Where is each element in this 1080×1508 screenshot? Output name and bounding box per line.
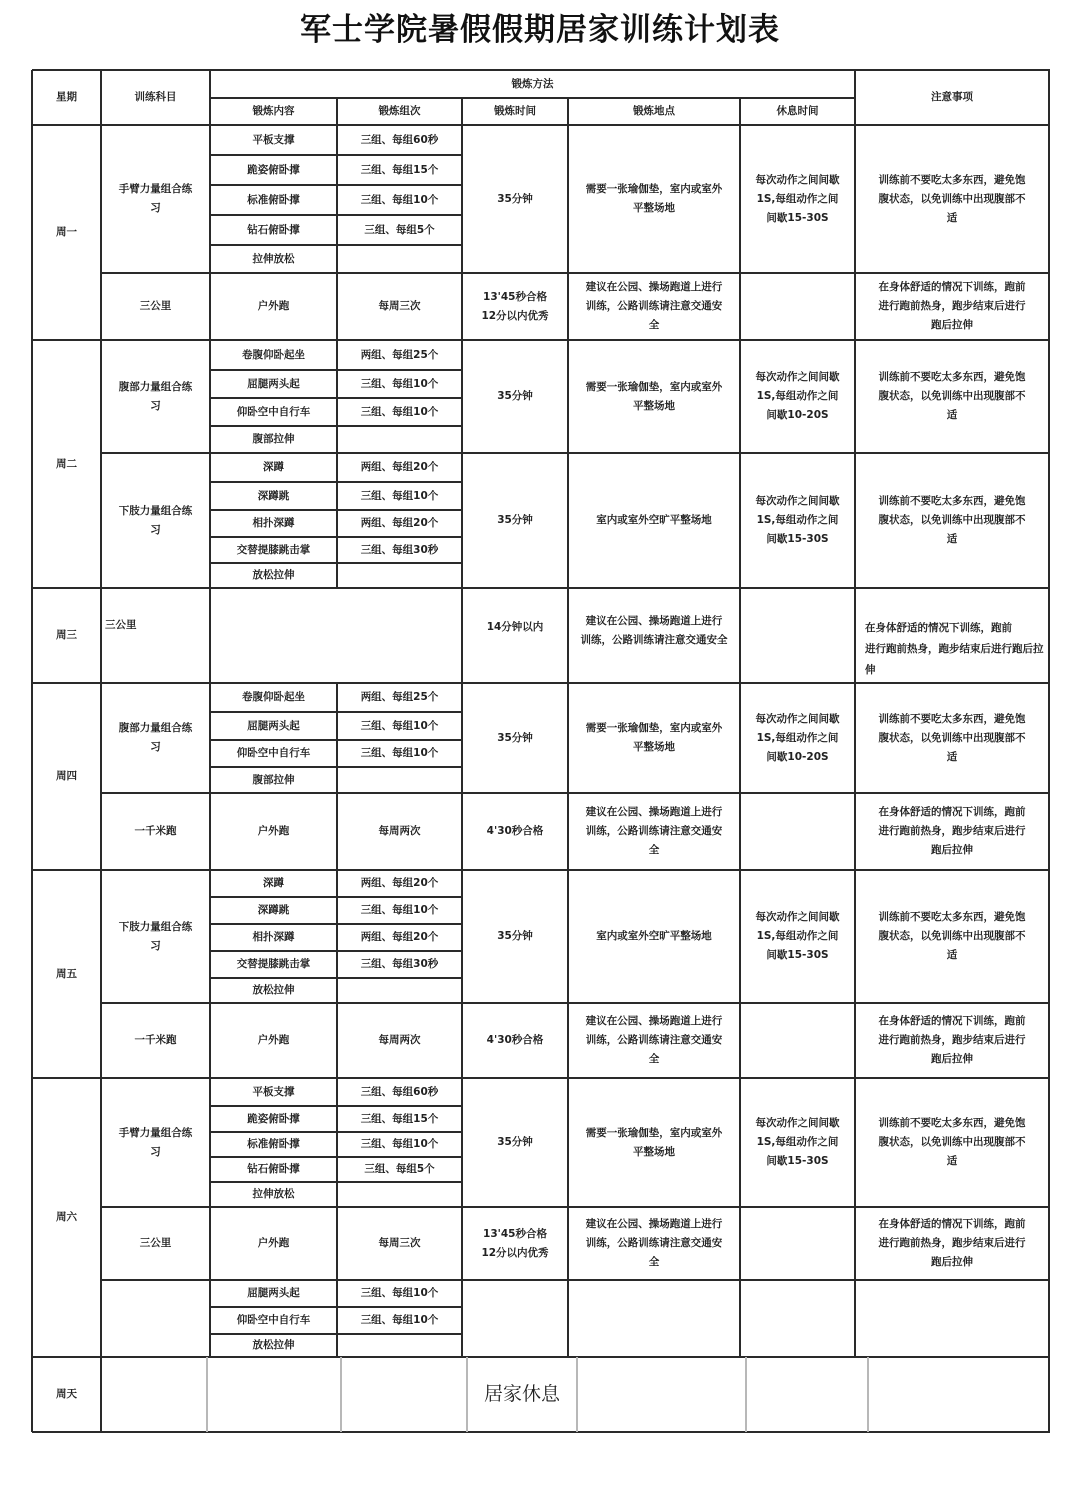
location-cell: 室内或室外空旷平整场地 (596, 930, 712, 942)
grid-line (461, 1078, 463, 1357)
sets-cell (337, 426, 462, 453)
exercise-cell: 户外跑 (257, 300, 290, 312)
grid-line (336, 340, 338, 588)
sets-cell: 三组、每组10个 (360, 1287, 439, 1299)
exercise-cell: 屈腿两头起 (247, 1287, 300, 1299)
grid-line (100, 870, 102, 1078)
sets-cell: 三组、每组10个 (360, 405, 439, 418)
grid-line (209, 588, 211, 683)
grid-line (461, 340, 463, 588)
duration-cell: 35分钟 (497, 192, 533, 205)
sets-cell (337, 1334, 462, 1357)
notes-cell: 在身体舒适的情况下训练，跑前 进行跑前热身，跑步结束后进行 跑后拉伸 (878, 1015, 1026, 1065)
sets-cell: 两组、每组20个 (360, 877, 439, 889)
duration-cell: 4'30秒合格 (486, 1034, 544, 1046)
grid-line (567, 340, 569, 588)
grid-line (461, 125, 463, 340)
grid-line (100, 683, 102, 870)
rest-cell (740, 793, 855, 870)
grid-line (466, 1357, 468, 1432)
grid-line (1048, 340, 1050, 588)
duration-cell: 35分钟 (497, 514, 533, 526)
header-sets: 锻炼组次 (378, 105, 421, 117)
header-duration: 锻炼时间 (494, 105, 536, 117)
sets-cell: 三组、每组10个 (360, 193, 439, 206)
exercise-cell: 仰卧空中自行车 (236, 405, 311, 418)
grid-line (100, 1357, 102, 1432)
duration-cell: 13'45秒合格 12分以内优秀 (481, 1227, 549, 1259)
sets-cell (337, 1182, 462, 1207)
exercise-cell: 标准俯卧撑 (247, 193, 300, 206)
sets-cell: 三组、每组10个 (360, 904, 439, 916)
sets-cell: 两组、每组20个 (360, 461, 439, 473)
exercise-cell: 深蹲 (263, 877, 284, 889)
grid-line (461, 683, 463, 870)
grid-line (336, 870, 338, 1078)
grid-line (206, 1357, 208, 1432)
header-notes: 注意事项 (931, 91, 973, 103)
grid-line (567, 125, 569, 340)
grid-line (854, 125, 856, 340)
grid-line (739, 588, 741, 683)
grid-line (336, 1078, 338, 1357)
grid-line (1048, 125, 1050, 340)
exercise-cell: 深蹲跳 (257, 904, 290, 916)
sets-cell: 三组、每组60秒 (360, 133, 439, 146)
header-day: 星期 (56, 91, 77, 103)
grid-line (1048, 1357, 1050, 1432)
subject-cell: 腹部力量组合练 习 (118, 722, 193, 753)
exercise-cell: 拉伸放松 (252, 252, 295, 265)
exercise-cell: 拉伸放松 (252, 1188, 295, 1200)
grid-line (854, 1078, 856, 1357)
rest-cell: 每次动作之间间歇 1S,每组动作之间 间歇15-30S (755, 495, 840, 545)
grid-line (209, 870, 211, 1078)
rest-cell: 每次动作之间间歇 1S,每组动作之间 间歇10-20S (755, 371, 840, 421)
grid-line (336, 683, 338, 870)
grid-line (739, 98, 741, 125)
page-title: 军士学院暑假假期居家训练计划表 (300, 12, 780, 48)
grid-line (209, 125, 211, 340)
duration-cell: 35分钟 (497, 390, 533, 402)
grid-line (1048, 588, 1050, 683)
sets-cell: 三组、每组10个 (360, 747, 439, 759)
grid-line (1048, 1078, 1050, 1357)
grid-line (31, 683, 33, 870)
header-subject: 训练科目 (134, 91, 177, 103)
notes-cell: 训练前不要吃太多东西，避免饱 腹状态，以免训练中出现腹部不 适 (878, 371, 1026, 421)
grid-line (461, 870, 463, 1078)
sets-cell (337, 245, 462, 273)
exercise-cell: 平板支撑 (252, 133, 295, 146)
subject-cell: 下肢力量组合练 习 (118, 920, 193, 952)
sets-cell: 三组、每组10个 (360, 719, 439, 732)
subject-cell: 三公里 (139, 1237, 172, 1249)
exercise-cell: 交替提膝跳击掌 (236, 958, 311, 970)
sets-cell: 两组、每组20个 (360, 517, 439, 529)
notes-cell: 训练前不要吃太多东西，避免饱 腹状态，以免训练中出现腹部不 适 (878, 712, 1026, 763)
grid-line (100, 340, 102, 588)
notes-cell: 在身体舒适的情况下训练，跑前 进行跑前热身，跑步结束后进行 跑后拉伸 (878, 1218, 1026, 1268)
grid-line (31, 588, 33, 683)
rest-cell (740, 588, 855, 683)
day-cell: 周二 (56, 457, 77, 470)
location-cell: 建议在公园、操场跑道上进行 训练，公路训练请注意交通安全 (580, 615, 728, 646)
location-cell: 需要一张瑜伽垫，室内或室外 平整场地 (585, 183, 723, 214)
rest-cell: 每次动作之间间歇 1S,每组动作之间 间歇15-30S (755, 911, 840, 961)
sets-cell (337, 563, 462, 588)
grid-line (576, 1357, 578, 1432)
sets-cell: 三组、每组5个 (364, 223, 435, 236)
sets-cell: 三组、每组5个 (364, 1163, 435, 1175)
exercise-cell: 放松拉伸 (252, 569, 295, 581)
sets-cell: 每周三次 (378, 300, 421, 312)
location-cell: 建议在公园、操场跑道上进行 训练，公路训练请注意交通安 全 (585, 1015, 723, 1065)
grid-line (31, 1078, 33, 1357)
grid-line (739, 683, 741, 870)
grid-line (209, 1078, 211, 1357)
grid-line (567, 98, 569, 125)
sets-cell: 每周两次 (378, 1034, 421, 1046)
grid-line (854, 70, 856, 125)
duration-cell: 35分钟 (497, 930, 533, 942)
grid-line (745, 1357, 747, 1432)
grid-line (32, 1431, 1050, 1433)
exercise-cell: 跪姿俯卧撑 (247, 163, 300, 176)
sets-cell: 每周两次 (378, 825, 421, 837)
exercise-cell: 深蹲跳 (257, 489, 290, 502)
day-cell: 周一 (56, 226, 77, 238)
grid-line (31, 1357, 33, 1432)
notes-cell: 在身体舒适的情况下训练，跑前 进行跑前热身，跑步结束后进行 跑后拉伸 (878, 281, 1026, 331)
grid-line (739, 1078, 741, 1357)
day-cell: 周四 (56, 770, 77, 782)
exercise-cell: 放松拉伸 (252, 984, 295, 996)
sets-cell: 三组、每组10个 (360, 377, 439, 390)
location-cell: 需要一张瑜伽垫，室内或室外 平整场地 (585, 722, 723, 753)
duration-cell: 13'45秒合格 12分以内优秀 (481, 290, 549, 322)
rest-cell (740, 1003, 855, 1078)
grid-line (100, 1078, 102, 1357)
exercise-cell: 深蹲 (263, 461, 284, 473)
duration-cell: 14分钟以内 (486, 621, 544, 633)
exercise-cell: 钻石俯卧撑 (247, 1163, 300, 1175)
grid-line (100, 588, 102, 683)
exercise-cell: 交替提膝跳击掌 (236, 543, 311, 556)
header-location: 锻炼地点 (633, 105, 675, 117)
grid-line (1048, 870, 1050, 1078)
exercise-cell: 腹部拉伸 (252, 433, 295, 445)
grid-line (336, 98, 338, 125)
exercise-cell: 户外跑 (257, 825, 290, 837)
grid-line (1048, 70, 1050, 125)
sets-cell: 三组、每组30秒 (360, 543, 439, 556)
rest-cell: 每次动作之间间歇 1S,每组动作之间 间歇15-30S (755, 173, 840, 224)
sets-cell: 三组、每组10个 (360, 1314, 439, 1326)
exercise-cell: 跪姿俯卧撑 (247, 1112, 300, 1125)
subject-cell: 三公里 (105, 619, 137, 631)
rest-day-text: 居家休息 (483, 1383, 560, 1405)
notes-cell: 训练前不要吃太多东西，避免饱 腹状态，以免训练中出现腹部不 适 (878, 1117, 1026, 1167)
notes-cell: 在身体舒适的情况下训练，跑前 进行跑前热身，跑步结束后进行跑后拉伸 (865, 622, 1044, 676)
exercise-cell: 户外跑 (257, 1034, 290, 1046)
sets-cell: 三组、每组30秒 (360, 958, 439, 970)
sets-cell: 两组、每组25个 (360, 348, 439, 361)
exercise-cell: 平板支撑 (252, 1085, 295, 1098)
location-cell: 需要一张瑜伽垫，室内或室外 平整场地 (585, 1126, 723, 1158)
grid-line (31, 870, 33, 1078)
header-method: 锻炼方法 (511, 77, 554, 90)
location-cell: 建议在公园、操场跑道上进行 训练，公路训练请注意交通安 全 (585, 806, 723, 856)
grid-line (739, 125, 741, 340)
rest-cell: 每次动作之间间歇 1S,每组动作之间 间歇10-20S (755, 712, 840, 763)
sets-cell: 两组、每组25个 (360, 691, 439, 703)
grid-line (567, 870, 569, 1078)
grid-line (867, 1357, 869, 1432)
sets-cell: 三组、每组10个 (360, 1138, 439, 1150)
subject-cell: 手臂力量组合练 习 (118, 183, 193, 214)
grid-line (100, 125, 102, 340)
notes-cell: 训练前不要吃太多东西，避免饱 腹状态，以免训练中出现腹部不 适 (878, 173, 1026, 224)
grid-line (739, 870, 741, 1078)
sets-cell (337, 978, 462, 1003)
location-cell: 室内或室外空旷平整场地 (596, 514, 712, 526)
subject-cell: 三公里 (139, 300, 172, 312)
duration-cell: 35分钟 (497, 1136, 533, 1148)
day-cell: 周六 (56, 1211, 77, 1223)
exercise-cell: 仰卧空中自行车 (236, 747, 311, 759)
sets-cell: 三组、每组15个 (360, 163, 439, 176)
grid-line (854, 588, 856, 683)
exercise-cell: 户外跑 (257, 1237, 290, 1249)
sets-cell: 每周三次 (378, 1237, 421, 1249)
exercise-cell: 相扑深蹲 (252, 931, 295, 943)
grid-line (100, 70, 102, 125)
grid-line (209, 70, 211, 125)
grid-line (854, 683, 856, 870)
duration-cell: 4'30秒合格 (486, 825, 544, 837)
grid-line (854, 870, 856, 1078)
header-rest: 休息时间 (776, 105, 819, 117)
grid-line (567, 1078, 569, 1357)
exercise-cell: 卷腹仰卧起坐 (242, 348, 305, 361)
rest-cell (740, 1207, 855, 1280)
exercise-cell: 卷腹仰卧起坐 (242, 691, 305, 703)
grid-line (854, 340, 856, 588)
day-cell: 周五 (56, 967, 77, 980)
sets-cell: 三组、每组10个 (360, 489, 439, 502)
sets-cell: 三组、每组15个 (360, 1112, 439, 1125)
subject-cell: 下肢力量组合练 习 (118, 504, 193, 536)
exercise-cell: 仰卧空中自行车 (236, 1314, 311, 1326)
day-cell: 周天 (56, 1388, 77, 1400)
rest-cell: 每次动作之间间歇 1S,每组动作之间 间歇15-30S (755, 1117, 840, 1167)
exercise-cell: 钻石俯卧撑 (247, 223, 300, 236)
grid-line (209, 683, 211, 870)
exercise-cell: 屈腿两头起 (247, 719, 300, 732)
subject-cell: 一千米跑 (134, 1034, 177, 1046)
grid-line (461, 588, 463, 683)
grid-line (567, 588, 569, 683)
grid-line (1048, 683, 1050, 870)
grid-line (461, 98, 463, 125)
grid-line (567, 683, 569, 870)
subject-cell: 手臂力量组合练 习 (118, 1126, 193, 1158)
sets-cell: 两组、每组20个 (360, 931, 439, 943)
location-cell: 建议在公园、操场跑道上进行 训练，公路训练请注意交通安 全 (585, 1218, 723, 1268)
exercise-cell: 屈腿两头起 (247, 377, 300, 390)
day-cell: 周三 (56, 629, 77, 641)
notes-cell: 在身体舒适的情况下训练，跑前 进行跑前热身，跑步结束后进行 跑后拉伸 (878, 806, 1026, 856)
exercise-cell: 放松拉伸 (252, 1339, 295, 1351)
grid-line (209, 340, 211, 588)
notes-cell: 训练前不要吃太多东西，避免饱 腹状态，以免训练中出现腹部不 适 (878, 495, 1026, 545)
grid-line (340, 1357, 342, 1432)
subject-cell: 腹部力量组合练 习 (118, 380, 193, 412)
location-cell: 需要一张瑜伽垫，室内或室外 平整场地 (585, 380, 723, 412)
grid-line (336, 125, 338, 340)
exercise-cell: 标准俯卧撑 (247, 1138, 300, 1150)
rest-cell (740, 273, 855, 340)
grid-line (31, 125, 33, 340)
subject-cell: 一千米跑 (134, 825, 177, 837)
sets-cell: 三组、每组60秒 (360, 1085, 439, 1098)
exercise-cell: 相扑深蹲 (252, 517, 295, 529)
location-cell: 建议在公园、操场跑道上进行 训练，公路训练请注意交通安 全 (585, 281, 723, 331)
grid-line (31, 340, 33, 588)
notes-cell: 训练前不要吃太多东西，避免饱 腹状态，以免训练中出现腹部不 适 (878, 911, 1026, 961)
sets-cell (337, 767, 462, 793)
exercise-cell: 腹部拉伸 (252, 773, 295, 786)
grid-line (739, 340, 741, 588)
duration-cell: 35分钟 (497, 731, 533, 744)
grid-line (31, 70, 33, 125)
header-content: 锻炼内容 (252, 105, 295, 117)
